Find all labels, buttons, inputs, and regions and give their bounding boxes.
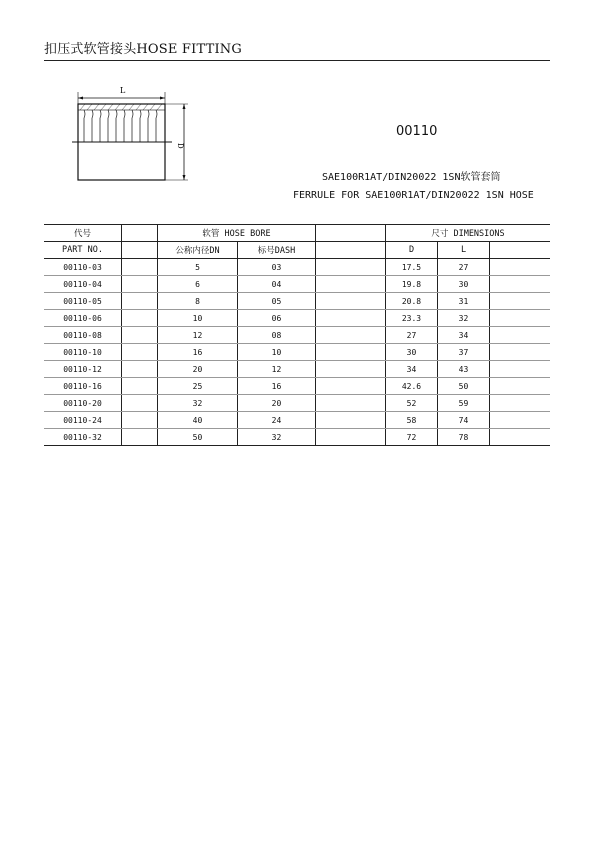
spacer-cell <box>316 361 386 377</box>
spacer-cell <box>316 412 386 428</box>
dn-cell: 6 <box>158 276 238 292</box>
part-number-cell: 00110-08 <box>44 327 122 343</box>
spacer-cell <box>316 344 386 360</box>
d-cell: 27 <box>386 327 438 343</box>
l-cell: 50 <box>438 378 490 394</box>
part-number-cell: 00110-20 <box>44 395 122 411</box>
spacer-cell <box>122 276 158 292</box>
label-L: L <box>120 86 126 95</box>
spacer-cell <box>490 344 550 360</box>
dn-cell: 8 <box>158 293 238 309</box>
dash-cell: 24 <box>238 412 316 428</box>
l-cell: 37 <box>438 344 490 360</box>
spacer-cell <box>490 378 550 394</box>
d-cell: 19.8 <box>386 276 438 292</box>
part-number-cell: 00110-24 <box>44 412 122 428</box>
page-title: 扣压式软管接头HOSE FITTING <box>44 42 242 57</box>
part-number-cell: 00110-03 <box>44 259 122 275</box>
spacer-cell <box>316 378 386 394</box>
dn-cell: 10 <box>158 310 238 326</box>
header-l: L <box>438 242 490 258</box>
d-cell: 52 <box>386 395 438 411</box>
dash-cell: 08 <box>238 327 316 343</box>
spacer-cell <box>122 310 158 326</box>
header-part-no: PART NO. <box>44 242 122 258</box>
part-number-cell: 00110-12 <box>44 361 122 377</box>
part-code: 00110 <box>396 124 438 139</box>
part-number-cell: 00110-06 <box>44 310 122 326</box>
part-number-cell: 00110-10 <box>44 344 122 360</box>
table-row <box>44 327 550 344</box>
spacer-cell <box>122 344 158 360</box>
header-dimensions: 尺寸 DIMENSIONS <box>431 229 505 239</box>
d-cell: 23.3 <box>386 310 438 326</box>
dn-cell: 50 <box>158 429 238 445</box>
dimensions-table <box>44 224 550 446</box>
spacer-cell <box>316 327 386 343</box>
header-row-1 <box>44 224 550 242</box>
dn-cell: 25 <box>158 378 238 394</box>
dash-cell: 12 <box>238 361 316 377</box>
description-en: FERRULE FOR SAE100R1AT/DIN20022 1SN HOSE <box>293 190 534 201</box>
dn-cell: 32 <box>158 395 238 411</box>
dash-cell: 06 <box>238 310 316 326</box>
spacer-cell <box>490 361 550 377</box>
dn-cell: 12 <box>158 327 238 343</box>
spacer-cell <box>490 327 550 343</box>
dash-cell: 03 <box>238 259 316 275</box>
dn-cell: 40 <box>158 412 238 428</box>
d-cell: 58 <box>386 412 438 428</box>
dash-cell: 05 <box>238 293 316 309</box>
spacer-cell <box>316 310 386 326</box>
spacer-cell <box>490 395 550 411</box>
spacer-cell <box>316 429 386 445</box>
spacer-cell <box>316 293 386 309</box>
spacer-cell <box>122 412 158 428</box>
d-cell: 30 <box>386 344 438 360</box>
header-dash: 标号DASH <box>238 242 316 258</box>
dn-cell: 5 <box>158 259 238 275</box>
table-row <box>44 276 550 293</box>
l-cell: 30 <box>438 276 490 292</box>
l-cell: 74 <box>438 412 490 428</box>
header-hose-bore: 软管 HOSE BORE <box>158 225 316 241</box>
table-row <box>44 259 550 276</box>
table-row <box>44 395 550 412</box>
dash-cell: 10 <box>238 344 316 360</box>
spacer-cell <box>490 259 550 275</box>
spacer-cell <box>316 395 386 411</box>
table-row <box>44 293 550 310</box>
spacer-cell <box>122 361 158 377</box>
l-cell: 31 <box>438 293 490 309</box>
l-cell: 43 <box>438 361 490 377</box>
table-row <box>44 429 550 446</box>
dash-cell: 16 <box>238 378 316 394</box>
spacer-cell <box>122 378 158 394</box>
part-number-cell: 00110-32 <box>44 429 122 445</box>
l-cell: 59 <box>438 395 490 411</box>
table-row <box>44 361 550 378</box>
d-cell: 42.6 <box>386 378 438 394</box>
dash-cell: 32 <box>238 429 316 445</box>
spacer-cell <box>122 259 158 275</box>
dash-cell: 20 <box>238 395 316 411</box>
spacer-cell <box>122 429 158 445</box>
header-rule <box>44 60 550 61</box>
header-code: 代号 <box>44 225 122 241</box>
d-cell: 34 <box>386 361 438 377</box>
part-number-cell: 00110-16 <box>44 378 122 394</box>
description-cn: SAE100R1AT/DIN20022 1SN软管套筒 <box>322 172 501 183</box>
ferrule-drawing <box>60 80 200 190</box>
spacer-cell <box>122 293 158 309</box>
spacer-cell <box>316 259 386 275</box>
spacer-cell <box>490 429 550 445</box>
l-cell: 78 <box>438 429 490 445</box>
dash-cell: 04 <box>238 276 316 292</box>
spacer-cell <box>122 327 158 343</box>
header-d: D <box>386 242 438 258</box>
spacer-cell <box>490 276 550 292</box>
table-row <box>44 412 550 429</box>
table-row <box>44 310 550 327</box>
header-row-2 <box>44 242 550 259</box>
table-row <box>44 378 550 395</box>
spacer-cell <box>316 276 386 292</box>
label-D: D <box>176 143 184 149</box>
spacer-cell <box>490 310 550 326</box>
spacer-cell <box>490 412 550 428</box>
d-cell: 72 <box>386 429 438 445</box>
d-cell: 20.8 <box>386 293 438 309</box>
part-number-cell: 00110-04 <box>44 276 122 292</box>
spacer-cell <box>490 293 550 309</box>
d-cell: 17.5 <box>386 259 438 275</box>
l-cell: 27 <box>438 259 490 275</box>
table-row <box>44 344 550 361</box>
spacer-cell <box>122 395 158 411</box>
l-cell: 34 <box>438 327 490 343</box>
l-cell: 32 <box>438 310 490 326</box>
part-number-cell: 00110-05 <box>44 293 122 309</box>
dn-cell: 20 <box>158 361 238 377</box>
dn-cell: 16 <box>158 344 238 360</box>
header-dn: 公称内径DN <box>158 242 238 258</box>
